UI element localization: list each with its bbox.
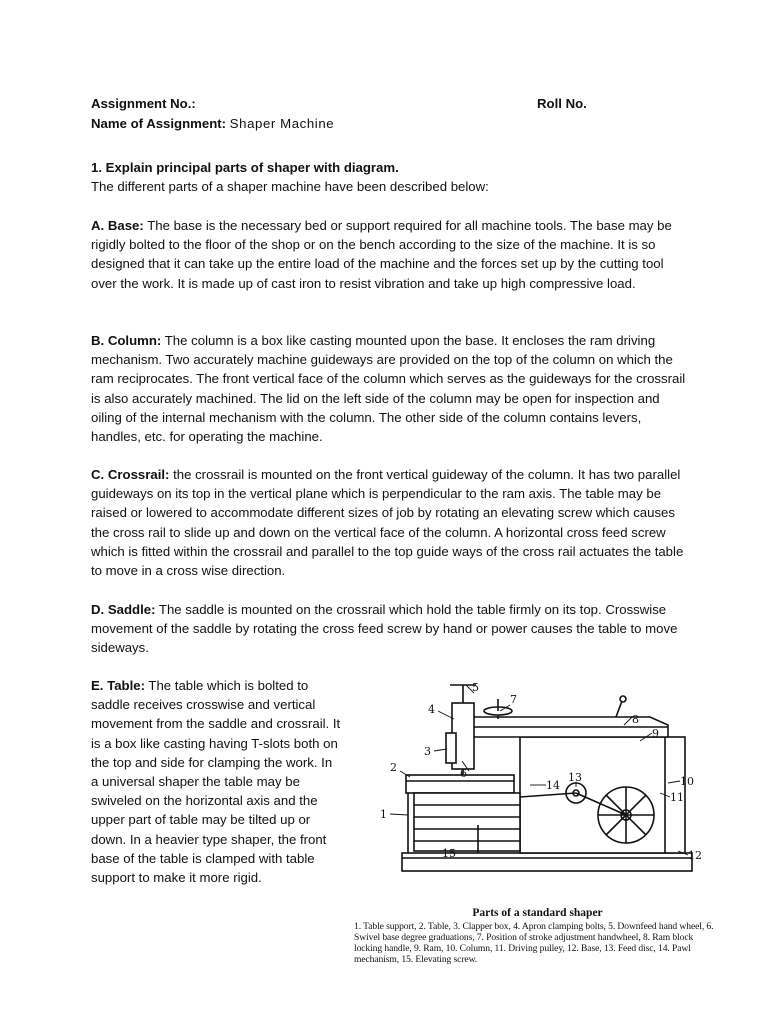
fig-label-6: 6 — [460, 767, 467, 780]
fig-label-11: 11 — [670, 791, 684, 804]
fig-label-12: 12 — [688, 849, 702, 862]
paragraph-table — [91, 676, 341, 887]
paragraph-column — [91, 331, 691, 446]
text-column: The column is a box like casting mounted upon the base. It encloses the ram driving mechanism. Two accurately machine guideways are provided on the top of the column on which the ram reciprocates. The front vertical face of the column which serves as the guideways for the crossrail is also accurately machined. The lid on the left side of the column may be open for inspection and oiling of the internal mechanism with the column. The other side of the column contains levers, handles, etc. for operating the machine. — [91, 333, 686, 445]
heading-saddle: D. Saddle: — [91, 602, 156, 617]
assignment-no-label: Assignment No.: — [91, 96, 196, 111]
figure-caption-title: Parts of a standard shaper — [472, 907, 603, 919]
fig-label-2: 2 — [390, 761, 397, 774]
question-title: 1. Explain principal parts of shaper with diagram. — [91, 160, 399, 175]
fig-label-1: 1 — [380, 808, 387, 821]
fig-label-15: 15 — [442, 847, 456, 860]
paragraph-crossrail — [91, 465, 691, 580]
shaper-figure — [350, 675, 725, 965]
fig-label-3: 3 — [424, 745, 431, 758]
fig-label-8: 8 — [632, 713, 639, 726]
figure-caption-text: 1. Table support, 2. Table, 3. Clapper box, 4. Apron clamping bolts, 5. Downfeed hand wheel, 6. Swivel base degree graduations, 7. Position of stroke adjustment handwheel, 8. Ram block locking handle, 9. Ram, 10. Column, 11. Driving pulley, 12. Base, 13. Feed disc, 14. Pawl mechanism, 15. Elevating screw. — [354, 921, 714, 965]
text-table: The table which is bolted to saddle receives crosswise and vertical movement from the saddle and crossrail. It is a box like casting having T-slots both on the top and side for clamping the work. In a universal shaper the table may be swiveled on the horizontal axis and the upper part of table may be tilted up or down. In a heavier type shaper, the front base of the table is clamped with table support to make it more rigid. — [91, 678, 341, 886]
question-block — [91, 158, 691, 196]
heading-crossrail: C. Crossrail: — [91, 467, 170, 482]
text-base: The base is the necessary bed or support required for all machine tools. The base may be rigidly bolted to the floor of the shop or on the bench according to the size of the machine. It is so designed that it can take up the entire load of the machine and the forces set up by the cutting tool over the work. It is made up of cast iron to resist vibration and take up high compressive load. — [91, 218, 672, 291]
fig-label-13: 13 — [568, 771, 582, 784]
text-saddle: The saddle is mounted on the crossrail which hold the table firmly on its top. Crosswise movement of the saddle by rotating the cross feed screw by hand or power causes the table to move sideways. — [91, 602, 678, 656]
text-crossrail: the crossrail is mounted on the front vertical guideway of the column. It has two parallel guideways on its top in the vertical plane which is perpendicular to the ram axis. The table may be raised or lowered to accommodate different sizes of job by rotating an elevating screw which causes the cross rail to slide up and down on the vertical face of the column. A horizontal cross feed screw which is fitted within the crossrail and parallel to the top guide ways of the cross rail actuates the table to move in a cross wise direction. — [91, 467, 684, 579]
fig-label-5: 5 — [472, 681, 479, 694]
heading-base: A. Base: — [91, 218, 144, 233]
heading-column: B. Column: — [91, 333, 162, 348]
assignment-name-value: Shaper Machine — [229, 116, 335, 132]
fig-label-7: 7 — [510, 693, 517, 706]
question-intro: The different parts of a shaper machine have been described below: — [91, 179, 489, 195]
paragraph-saddle — [91, 600, 691, 658]
fig-label-4: 4 — [428, 703, 435, 716]
roll-no-label: Roll No. — [537, 96, 587, 111]
assignment-header — [91, 94, 611, 133]
fig-label-14: 14 — [546, 779, 560, 792]
fig-label-9: 9 — [652, 727, 659, 740]
paragraph-base — [91, 216, 691, 293]
fig-label-10: 10 — [680, 775, 694, 788]
shaper-diagram — [350, 675, 725, 907]
heading-table: E. Table: — [91, 678, 145, 693]
assignment-name-label: Name of Assignment: — [91, 116, 227, 132]
